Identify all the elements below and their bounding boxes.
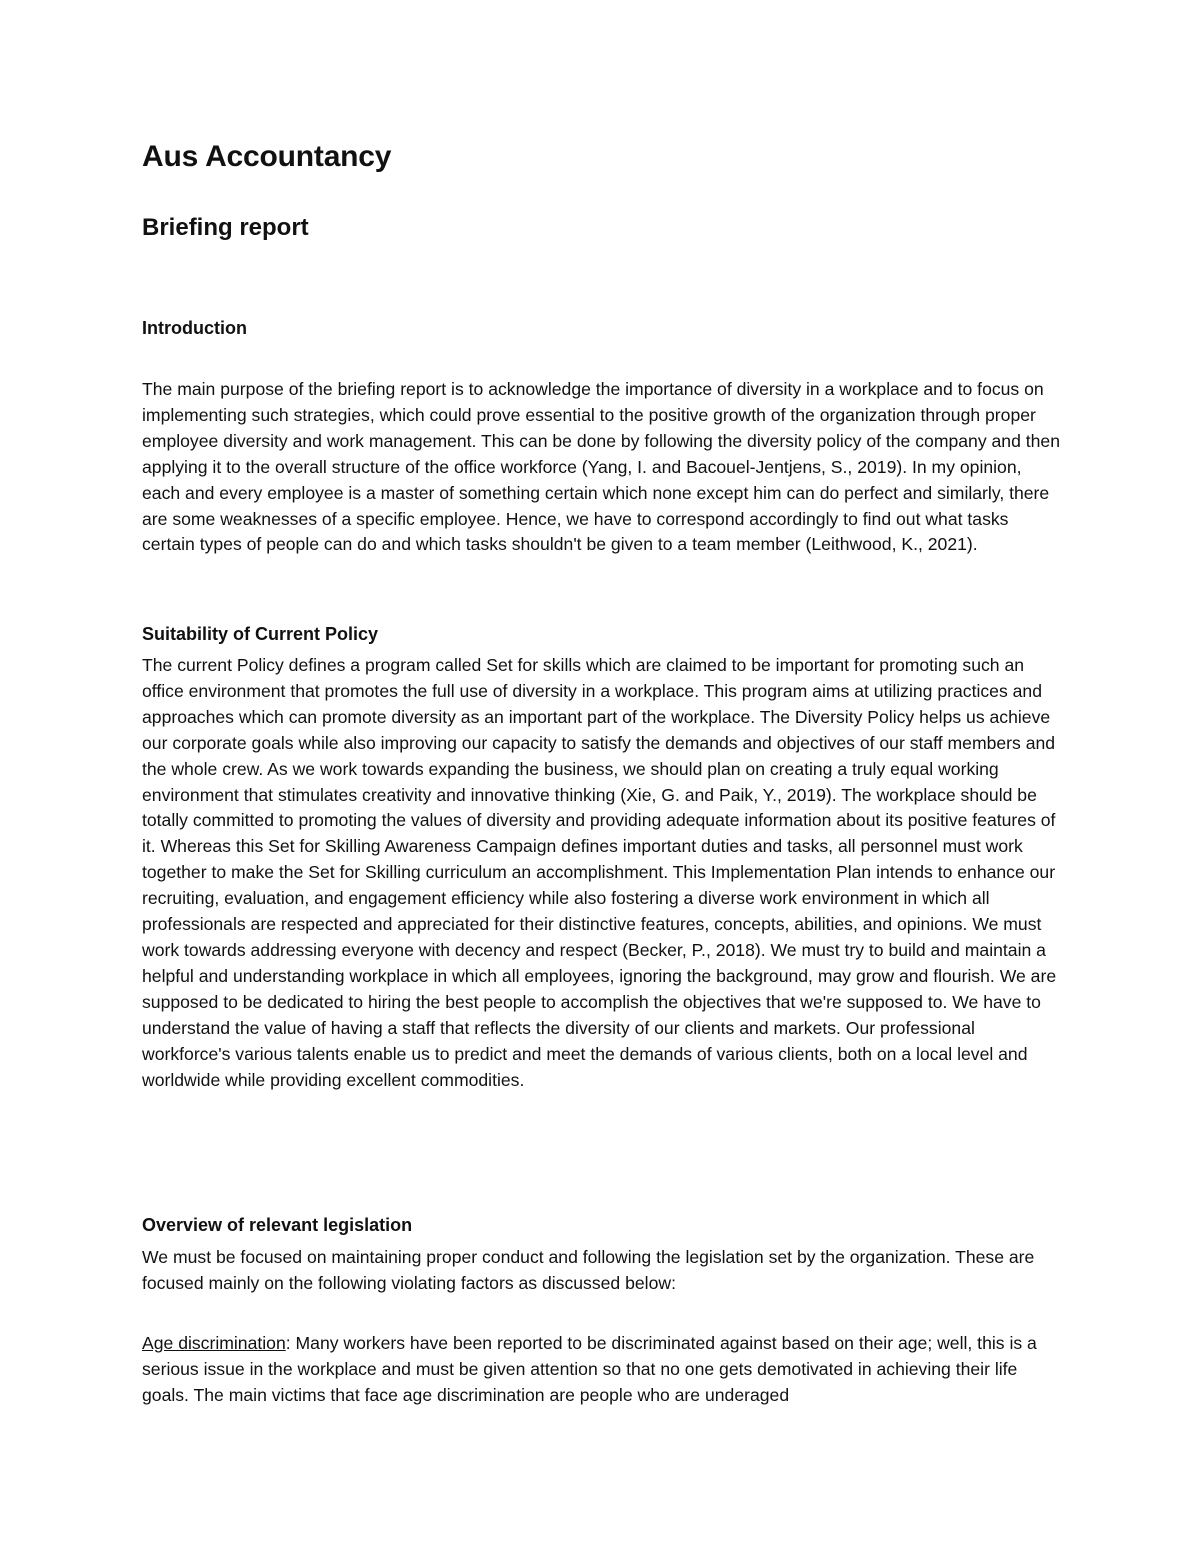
section-heading-suitability: Suitability of Current Policy — [142, 624, 379, 644]
paragraph-introduction: The main purpose of the briefing report is to acknowledge the importance of diversity in a workplace and to focus on implementing such strategies, which could prove essential to the positive growth of the organization through proper employee diversity and work management. This can be done by following the diversity policy of the company and then applying it to the overall structure of the office workforce (Yang, I. and Bacouel-Jentjens, S., 2019). In my opinion, each and every employee is a master of something certain which none except him can do perfect and similarly, there are some weaknesses of a specific employee. Hence, we have to correspond accordingly to find out what tasks certain types of people can do and which tasks shouldn't be given to a team member (Leithwood, K., 2021). — [142, 379, 1060, 555]
paragraph-legislation: We must be focused on maintaining proper conduct and following the legislation set by the organization. These are focused mainly on the following violating factors as discussed below: — [142, 1247, 1035, 1293]
paragraph-suitability: The current Policy defines a program called Set for skills which are claimed to be important for promoting such an office environment that promotes the full use of diversity in a workplace. This program aims at utilizing practices and approaches which can promote diversity as an important part of the workplace. The Diversity Policy helps us achieve our corporate goals while also improving our capacity to satisfy the demands and objectives of our staff members and the whole crew. As we work towards expanding the business, we should plan on creating a truly equal working environment that stimulates creativity and innovative thinking (Xie, G. and Paik, Y., 2019). The workplace should be totally committed to promoting the values of diversity and providing adequate information about its positive features of it. Whereas this Set for Skilling Awareness Campaign defines important duties and tasks, all personnel must work together to make the Set for Skilling curriculum an accomplishment. This Implementation Plan intends to enhance our recruiting, evaluation, and engagement efficiency while also fostering a diverse work environment in which all professionals are respected and appreciated for their distinctive features, concepts, abilities, and opinions. We must work towards addressing everyone with decency and respect (Becker, P., 2018). We must try to build and maintain a helpful and understanding workplace in which all employees, ignoring the background, may grow and flourish. We are supposed to be dedicated to hiring the best people to accomplish the objectives that we're supposed to. We have to understand the value of having a staff that reflects the diversity of our clients and markets. Our professional workforce's various talents enable us to predict and meet the demands of various clients, both on a local level and worldwide while providing excellent commodities. — [142, 655, 1057, 1090]
paragraph-age-discrimination — [142, 1331, 1064, 1409]
section-heading-introduction: Introduction — [142, 318, 247, 338]
section-heading-legislation: Overview of relevant legislation — [142, 1215, 413, 1235]
age-discrimination-term: Age discrimination — [142, 1333, 286, 1353]
document-title: Aus Accountancy — [142, 140, 392, 173]
age-discrimination-text: : Many workers have been reported to be discriminated against based on their age; well, this is a serious issue in the workplace and must be given attention so that no one gets demotivated in achieving their life goals. The main victims that face age discrimination are people who are underaged — [142, 1333, 1037, 1405]
document-subtitle: Briefing report — [142, 214, 309, 241]
